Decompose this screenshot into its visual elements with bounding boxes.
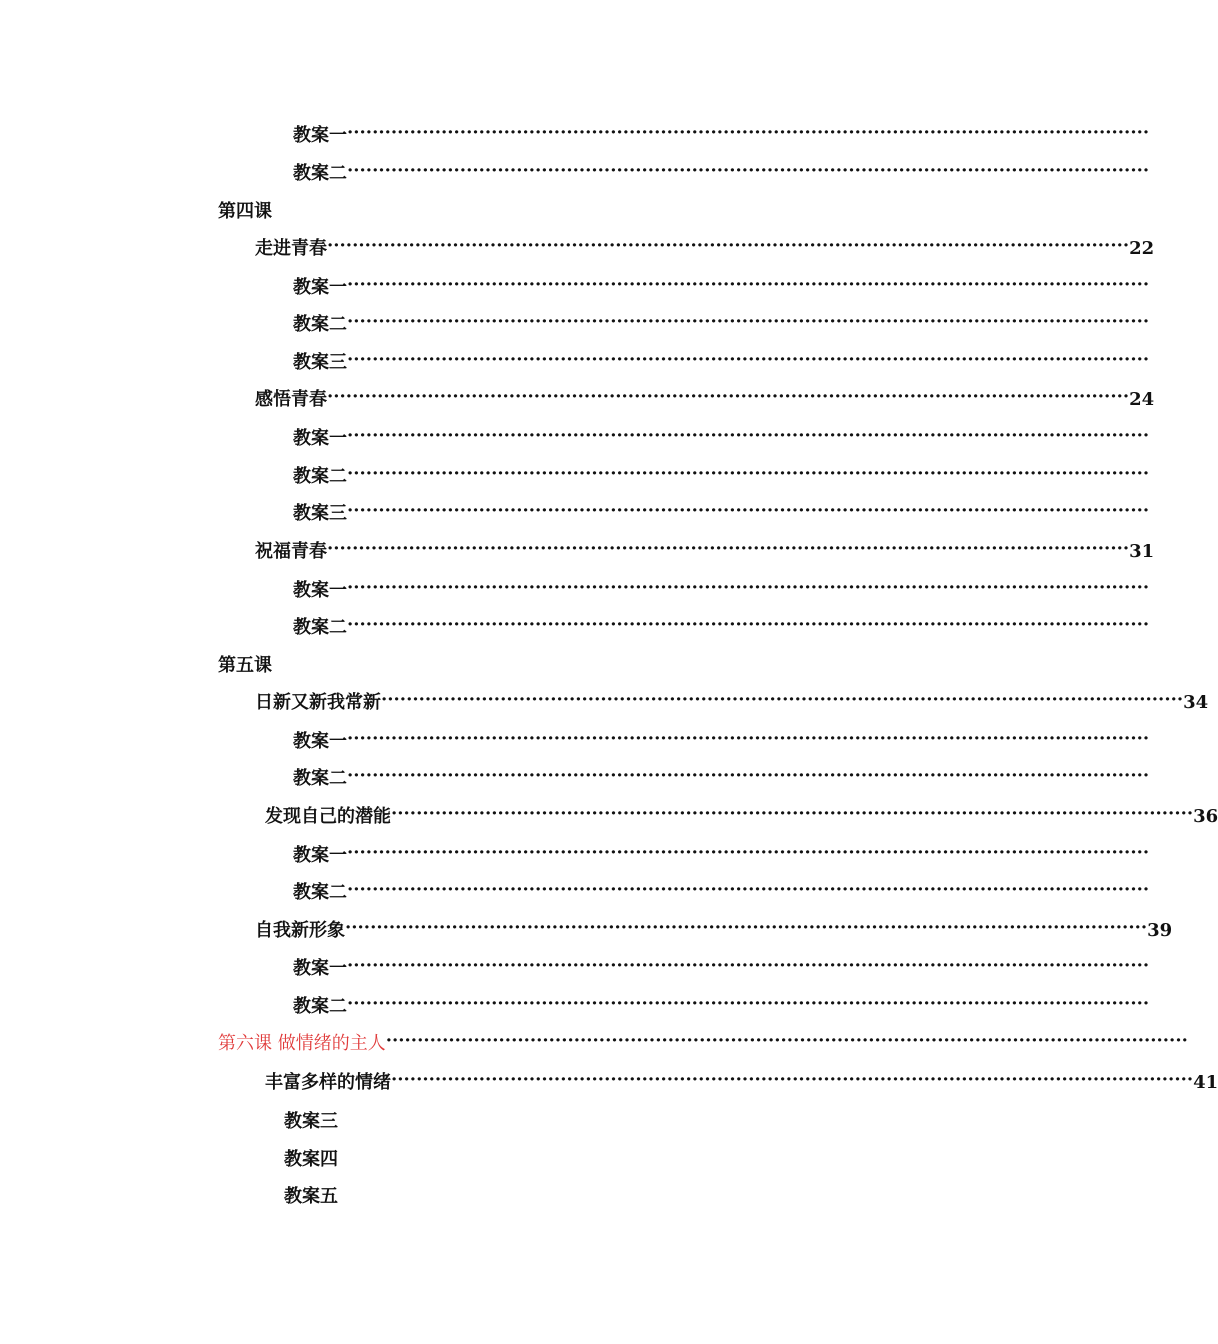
toc-line-lesson[interactable] (218, 654, 418, 678)
toc-line-lesson-plan[interactable] (293, 577, 1150, 603)
toc-label: 自我新形象 (255, 920, 345, 941)
dot-leader: ································································································································ (347, 349, 1150, 370)
toc-label: 教案一 (293, 958, 347, 979)
toc-page-number: 36 (1193, 806, 1218, 827)
toc-line-lesson-plan[interactable] (293, 349, 1150, 375)
dot-leader: ································································································································ (347, 500, 1150, 521)
toc-label: 教案三 (284, 1111, 338, 1132)
toc-label: 教案二 (293, 163, 347, 184)
toc-label: 教案五 (284, 1186, 338, 1207)
toc-line-lesson-plan[interactable] (293, 463, 1150, 489)
toc-label: 感悟青春 (255, 389, 327, 410)
toc-line-lesson-plan[interactable] (293, 122, 1150, 148)
dot-leader: ································································································································ (381, 689, 1184, 710)
toc-line-lesson-plan[interactable] (293, 425, 1150, 451)
dot-leader: ································································································································ (345, 917, 1148, 938)
toc-page-number: 22 (1129, 238, 1155, 259)
dot-leader: ································································································································ (391, 803, 1194, 824)
dot-leader: ································································································································ (391, 1069, 1194, 1090)
toc-page-number: 39 (1147, 920, 1173, 941)
toc-page-number: 34 (1183, 692, 1209, 713)
toc-label: 教案四 (284, 1149, 338, 1170)
toc-line-lesson-plan[interactable] (293, 879, 1150, 905)
toc-label: 日新又新我常新 (255, 692, 381, 713)
dot-leader: ································································································································ (347, 122, 1150, 143)
toc-line-lesson-plan[interactable] (284, 1148, 404, 1172)
dot-leader: ································································································································ (347, 463, 1150, 484)
toc-page-number: 31 (1129, 541, 1155, 562)
toc-label: 教案一 (293, 845, 347, 866)
dot-leader: ································································································································ (327, 386, 1130, 407)
toc-page-number: 41 (1193, 1072, 1218, 1093)
toc-line-section[interactable] (255, 917, 1173, 943)
dot-leader: ································································································································ (327, 235, 1130, 256)
dot-leader: ································································································································ (347, 311, 1150, 332)
dot-leader: ································································································································ (347, 842, 1150, 863)
toc-label: 教案三 (293, 503, 347, 524)
toc-line-section[interactable] (265, 1069, 1218, 1095)
toc-label: 教案一 (293, 731, 347, 752)
toc-line-section[interactable] (255, 235, 1155, 261)
toc-line-lesson-highlighted[interactable] (218, 1030, 1188, 1056)
toc-label: 教案三 (293, 352, 347, 373)
dot-leader: ································································································································ (347, 274, 1150, 295)
toc-label: 发现自己的潜能 (265, 806, 391, 827)
dot-leader: ································································································································ (347, 614, 1150, 635)
toc-label: 教案一 (293, 277, 347, 298)
dot-leader: ································································································································ (347, 879, 1150, 900)
toc-label: 教案一 (293, 428, 347, 449)
toc-line-lesson-plan[interactable] (284, 1185, 404, 1209)
dot-leader: ································································································································ (327, 538, 1130, 559)
dot-leader: ································································································································ (347, 955, 1150, 976)
dot-leader: ································································································································ (347, 577, 1150, 598)
dot-leader: ································································································································ (385, 1030, 1188, 1051)
toc-label: 教案一 (293, 580, 347, 601)
toc-label: 教案一 (293, 125, 347, 146)
toc-line-lesson-plan[interactable] (293, 955, 1150, 981)
dot-leader: ································································································································ (347, 728, 1150, 749)
toc-label: 教案二 (293, 996, 347, 1017)
toc-line-lesson-plan[interactable] (293, 160, 1150, 186)
toc-label: 教案二 (293, 768, 347, 789)
toc-line-section[interactable] (255, 386, 1155, 412)
toc-line-section[interactable] (265, 803, 1218, 829)
dot-leader: ································································································································ (347, 160, 1150, 181)
toc-line-lesson-plan[interactable] (284, 1110, 404, 1134)
toc-label: 第四课 (218, 201, 272, 222)
toc-line-lesson-plan[interactable] (293, 500, 1150, 526)
toc-label: 祝福青春 (255, 541, 327, 562)
toc-line-lesson-plan[interactable] (293, 728, 1150, 754)
toc-label: 丰富多样的情绪 (265, 1072, 391, 1093)
toc-label: 第五课 (218, 655, 272, 676)
toc-line-lesson-plan[interactable] (293, 993, 1150, 1019)
toc-label: 第六课 做情绪的主人 (218, 1033, 386, 1054)
toc-label: 教案二 (293, 466, 347, 487)
toc-label: 教案二 (293, 314, 347, 335)
toc-line-section[interactable] (255, 689, 1209, 715)
dot-leader: ································································································································ (347, 765, 1150, 786)
toc-label: 教案二 (293, 882, 347, 903)
toc-line-lesson-plan[interactable] (293, 311, 1150, 337)
dot-leader: ································································································································ (347, 993, 1150, 1014)
toc-page-number: 24 (1129, 389, 1155, 410)
toc-line-lesson-plan[interactable] (293, 765, 1150, 791)
toc-line-lesson-plan[interactable] (293, 842, 1150, 868)
toc-label: 教案二 (293, 617, 347, 638)
toc-label: 走进青春 (255, 238, 327, 259)
toc-line-lesson-plan[interactable] (293, 614, 1150, 640)
toc-line-section[interactable] (255, 538, 1155, 564)
dot-leader: ································································································································ (347, 425, 1150, 446)
toc-line-lesson-plan[interactable] (293, 274, 1150, 300)
toc-line-lesson[interactable] (218, 200, 418, 224)
